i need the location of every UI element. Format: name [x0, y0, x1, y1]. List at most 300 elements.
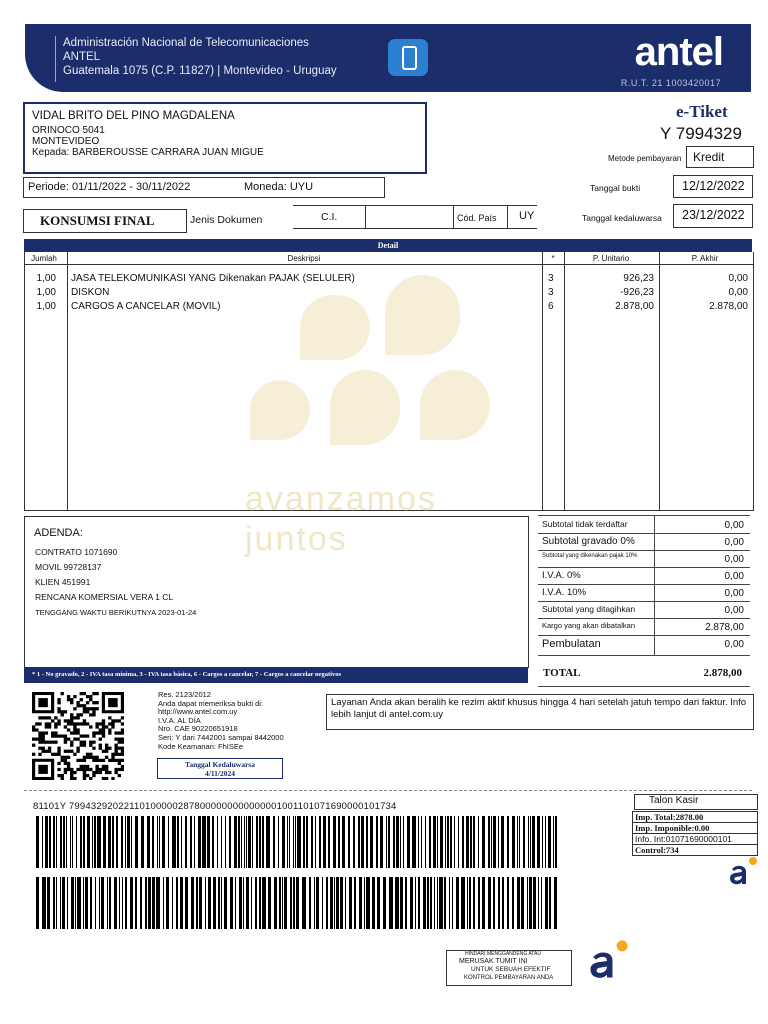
summary-divider — [654, 601, 655, 618]
barcode-bar — [309, 877, 311, 929]
summary-label: I.V.A. 0% — [542, 570, 581, 581]
summary-row — [538, 635, 750, 656]
qr-module — [95, 707, 98, 710]
barcode-bar — [388, 816, 390, 868]
barcode-bar — [498, 877, 500, 929]
qr-module — [83, 707, 86, 710]
qr-module — [102, 759, 105, 762]
watermark-line1: avanzamos — [245, 480, 437, 518]
qr-module — [108, 731, 111, 734]
detail-cell-unit: 926,23 — [623, 273, 654, 284]
qr-module — [121, 716, 124, 719]
qr-module — [121, 768, 124, 771]
header-banner — [25, 24, 751, 92]
qr-module — [76, 738, 79, 741]
barcode-bar — [130, 877, 133, 929]
qr-module — [38, 753, 41, 756]
qr-module — [64, 762, 67, 765]
qr-module — [83, 765, 86, 768]
barcode-bar — [311, 816, 313, 868]
barcode-bar — [122, 877, 123, 929]
barcode-bar — [225, 816, 226, 868]
qr-module — [38, 716, 41, 719]
barcode-bar — [501, 816, 504, 868]
barcode-bar — [302, 877, 306, 929]
barcode-bar — [80, 816, 82, 868]
barcode-bar — [316, 877, 319, 929]
addenda-line: CONTRATO 1071690 — [35, 547, 118, 557]
summary-label: Kargo yang akan dibatalkan — [542, 621, 635, 630]
qr-module — [114, 759, 117, 762]
barcode-bar — [407, 816, 410, 868]
barcode-bar — [473, 816, 475, 868]
qr-module — [89, 698, 92, 701]
barcode-bar — [114, 877, 117, 929]
qr-module — [45, 722, 48, 725]
qr-module — [121, 722, 124, 725]
qr-module — [92, 759, 95, 762]
qr-module — [86, 768, 89, 771]
summary-value: 0,00 — [724, 571, 744, 582]
barcode-bar — [527, 877, 528, 929]
qr-module — [108, 728, 111, 731]
qr-module — [76, 759, 79, 762]
qr-module — [80, 704, 83, 707]
barcode-bar — [549, 877, 551, 929]
barcode-bar — [430, 877, 432, 929]
qr-module — [76, 701, 79, 704]
barcode-bar — [412, 816, 416, 868]
qr-module — [51, 753, 54, 756]
barcode-bar — [345, 877, 346, 929]
qr-module — [111, 722, 114, 725]
qr-module — [83, 759, 86, 762]
barcode-bar — [340, 877, 343, 929]
barcode-bar — [541, 877, 542, 929]
qr-module — [73, 738, 76, 741]
qr-module — [32, 744, 35, 747]
barcode-bar — [190, 816, 192, 868]
barcode-bar — [439, 877, 443, 929]
barcode-bar — [207, 816, 210, 868]
barcode-bar — [437, 877, 438, 929]
qr-module — [86, 707, 89, 710]
barcode-bar — [135, 816, 138, 868]
barcode-bar — [400, 877, 403, 929]
ci-divider — [365, 206, 366, 228]
due-date-box — [673, 204, 753, 228]
qr-finder-core — [38, 698, 48, 707]
barcode-bar — [342, 816, 345, 868]
qr-module — [67, 765, 70, 768]
qr-module — [70, 768, 73, 771]
summary-row — [538, 601, 750, 619]
qr-due-date: 4/11/2024 — [204, 769, 235, 778]
qr-module — [111, 756, 114, 759]
qr-module — [92, 692, 95, 695]
barcode-bar — [507, 816, 509, 868]
qr-module — [73, 728, 76, 731]
stub-line: MERUSAK TUMIT INI — [459, 958, 528, 965]
qr-module — [45, 741, 48, 744]
qr-module — [70, 731, 73, 734]
qr-info-line: Nro. CAE 90220651918 — [158, 724, 238, 734]
qr-module — [99, 722, 102, 725]
qr-module — [76, 747, 79, 750]
qr-module — [38, 734, 41, 737]
qr-module — [73, 695, 76, 698]
barcode-bar — [445, 816, 446, 868]
qr-module — [64, 741, 67, 744]
qr-module — [51, 731, 54, 734]
qr-finder-core — [38, 765, 48, 774]
qr-module — [42, 750, 45, 753]
qr-module — [95, 692, 98, 695]
talon-title-box — [634, 794, 758, 810]
qr-module — [76, 768, 79, 771]
qr-module — [121, 731, 124, 734]
barcode-bar — [162, 816, 165, 868]
barcode-bar — [229, 816, 231, 868]
qr-module — [95, 701, 98, 704]
col-header-total: P. Akhir — [691, 254, 719, 263]
barcode-bar — [279, 877, 281, 929]
qr-module — [114, 731, 117, 734]
barcode-bar — [358, 816, 360, 868]
qr-module — [54, 741, 57, 744]
barcode-bar — [224, 877, 227, 929]
barcode-bar — [376, 816, 378, 868]
addenda-line: RENCANA KOMERSIAL VERA 1 CL — [35, 592, 174, 602]
period-box — [23, 177, 385, 198]
barcode-bar — [66, 816, 67, 868]
talon-box — [632, 811, 758, 856]
qr-module — [118, 753, 121, 756]
barcode-bar — [121, 816, 123, 868]
qr-module — [70, 741, 73, 744]
qr-module — [118, 768, 121, 771]
qr-module — [57, 768, 60, 771]
barcode-bar — [482, 877, 485, 929]
qr-module — [114, 771, 117, 774]
qr-module — [99, 744, 102, 747]
qr-module — [57, 734, 60, 737]
barcode-bar — [393, 816, 395, 868]
summary-row — [538, 567, 750, 585]
detail-cell-unit: -926,23 — [620, 287, 654, 298]
summary-divider — [654, 533, 655, 550]
qr-module — [121, 753, 124, 756]
antel-a-logo-icon — [585, 938, 629, 984]
qr-module — [32, 753, 35, 756]
currency-text: Moneda: UYU — [244, 181, 314, 193]
barcode-bar — [180, 877, 183, 929]
barcode-bar — [319, 816, 321, 868]
qr-module — [111, 777, 114, 780]
qr-module — [48, 747, 51, 750]
barcode-bar — [548, 816, 551, 868]
qr-module — [105, 777, 108, 780]
cod-value-divider — [507, 206, 508, 228]
qr-module — [118, 747, 121, 750]
barcode-bar — [36, 877, 39, 929]
qr-module — [57, 753, 60, 756]
barcode-bar — [478, 816, 479, 868]
barcode-bar — [364, 877, 365, 929]
qr-module — [42, 738, 45, 741]
barcode-bar — [482, 816, 485, 868]
qr-module — [61, 774, 64, 777]
barcode-bar — [470, 816, 472, 868]
barcode-bar — [282, 816, 285, 868]
barcode-bar — [517, 877, 520, 929]
barcode-bar — [212, 816, 214, 868]
qr-module — [73, 731, 76, 734]
qr-module — [102, 719, 105, 722]
qr-module — [95, 756, 98, 759]
barcode-bar — [493, 816, 496, 868]
barcode-bar — [47, 877, 50, 929]
qr-module — [42, 741, 45, 744]
barcode-bar — [90, 877, 92, 929]
qr-due-title: Tanggal Kedaluwarsa — [185, 760, 255, 769]
barcode-bar — [450, 816, 452, 868]
barcode-bar — [533, 877, 536, 929]
period-text: Periode: 01/11/2022 - 30/11/2022 — [28, 181, 191, 193]
barcode-bar — [386, 816, 387, 868]
qr-module — [89, 753, 92, 756]
qr-module — [42, 731, 45, 734]
qr-module — [57, 701, 60, 704]
qr-module — [99, 747, 102, 750]
barcode-bar — [56, 877, 57, 929]
qr-module — [80, 734, 83, 737]
detail-cell-total: 2.878,00 — [709, 301, 748, 312]
stub-small: HINDARI MENGGANDENG ATAU — [465, 951, 541, 957]
qr-module — [67, 698, 70, 701]
qr-module — [70, 722, 73, 725]
qr-info-line: I.V.A. AL DÍA — [158, 715, 201, 725]
barcode-bar — [36, 816, 39, 868]
qr-module — [70, 777, 73, 780]
customer-box — [23, 102, 427, 174]
barcode-bar — [467, 877, 468, 929]
barcode-bar — [366, 877, 370, 929]
header-address: Guatemala 1075 (C.P. 11827) | Montevideo - Uruguay — [63, 65, 337, 77]
barcode-bar — [297, 816, 301, 868]
barcode-bar — [429, 816, 431, 868]
col-divider-2 — [542, 252, 543, 510]
barcode-bar — [53, 816, 55, 868]
barcode-bar — [99, 877, 100, 929]
qr-info-line: Anda dapat memeriksa bukti di: — [158, 698, 264, 708]
barcode-bar — [145, 877, 147, 929]
qr-module — [114, 719, 117, 722]
col-header-unit: P. Unitario — [592, 254, 630, 263]
qr-module — [92, 707, 95, 710]
cod-pais-label: Cód. País — [457, 213, 497, 223]
qr-module — [73, 777, 76, 780]
barcode-bar — [322, 877, 323, 929]
barcode-bar — [181, 816, 182, 868]
qr-module — [118, 731, 121, 734]
qr-module — [67, 750, 70, 753]
qr-module — [45, 716, 48, 719]
cod-pais-value: UY — [519, 210, 535, 222]
barcode-bar — [532, 816, 535, 868]
qr-module — [92, 710, 95, 713]
summary-row — [538, 550, 750, 568]
qr-module — [102, 765, 105, 768]
barcode-bar — [354, 877, 356, 929]
summary-divider — [654, 550, 655, 567]
qr-module — [67, 728, 70, 731]
qr-module — [102, 768, 105, 771]
qr-module — [64, 771, 67, 774]
qr-module — [105, 768, 108, 771]
qr-module — [80, 698, 83, 701]
barcode-bar — [53, 877, 55, 929]
barcode-bar — [140, 877, 142, 929]
qr-module — [118, 741, 121, 744]
qr-module — [83, 692, 86, 695]
qr-module — [99, 731, 102, 734]
qr-module — [76, 716, 79, 719]
issue-date-box — [673, 175, 753, 198]
qr-module — [114, 747, 117, 750]
barcode-bar — [259, 877, 261, 929]
qr-module — [76, 722, 79, 725]
barcode-bar — [56, 816, 57, 868]
barcode-bar — [336, 877, 339, 929]
barcode-bar — [545, 877, 548, 929]
qr-module — [70, 744, 73, 747]
qr-module — [80, 744, 83, 747]
summary-divider — [654, 618, 655, 635]
summary-row — [538, 516, 750, 534]
qr-module — [92, 734, 95, 737]
qr-module — [67, 756, 70, 759]
qr-module — [76, 731, 79, 734]
qr-module — [105, 750, 108, 753]
qr-module — [64, 756, 67, 759]
antel-a-logo-icon — [726, 856, 758, 888]
barcode-bar — [125, 816, 126, 868]
qr-module — [54, 725, 57, 728]
qr-module — [38, 722, 41, 725]
qr-module — [118, 759, 121, 762]
barcode-bar — [454, 816, 455, 868]
summary-label: Pembulatan — [542, 638, 601, 650]
cod-divider — [453, 206, 454, 228]
qr-module — [92, 701, 95, 704]
qr-module — [102, 734, 105, 737]
doc-ids-strip — [293, 205, 537, 229]
qr-module — [89, 725, 92, 728]
qr-module — [102, 725, 105, 728]
barcode-bar — [156, 877, 160, 929]
barcode-bar — [519, 816, 520, 868]
barcode-number: 81101Y 799432920221101000002878000000000000001001101071690000101734 — [33, 801, 397, 812]
qr-module — [54, 753, 57, 756]
barcode-bar — [76, 816, 77, 868]
qr-module — [83, 744, 86, 747]
qr-module — [70, 716, 73, 719]
barcode-bar — [423, 877, 426, 929]
qr-module — [73, 722, 76, 725]
qr-due-box — [157, 758, 283, 779]
barcode-bar — [116, 816, 118, 868]
barcode-bar — [498, 816, 499, 868]
barcode-bar — [293, 816, 294, 868]
barcode-bar — [141, 816, 144, 868]
barcode-bar — [555, 816, 557, 868]
qr-module — [54, 722, 57, 725]
qr-module — [121, 741, 124, 744]
barcode-bar — [396, 816, 399, 868]
qr-module — [114, 750, 117, 753]
qr-module — [83, 704, 86, 707]
barcode-bar — [447, 816, 449, 868]
barcode-bar — [521, 877, 524, 929]
watermark-shape — [420, 370, 490, 440]
barcode-bar — [107, 877, 108, 929]
qr-module — [70, 713, 73, 716]
barcode-bar — [287, 816, 288, 868]
barcode-bar — [234, 816, 237, 868]
barcode-bar — [433, 816, 436, 868]
qr-module — [114, 753, 117, 756]
col-divider-1 — [67, 252, 68, 510]
barcode-bar — [92, 816, 93, 868]
total-label: TOTAL — [543, 667, 581, 679]
qr-module — [99, 768, 102, 771]
consumer-type: KONSUMSI FINAL — [40, 213, 155, 228]
talon-title: Talon Kasir — [649, 795, 699, 806]
qr-module — [38, 731, 41, 734]
qr-module — [48, 716, 51, 719]
barcode-bar — [241, 816, 242, 868]
due-date-label: Tanggal kedaluwarsa — [582, 213, 662, 223]
barcode-bar — [196, 877, 198, 929]
barcode-bar — [185, 816, 187, 868]
qr-module — [76, 713, 79, 716]
qr-module — [42, 747, 45, 750]
qr-module — [92, 771, 95, 774]
barcode-bar — [166, 877, 169, 929]
barcode-bar — [205, 877, 206, 929]
qr-module — [80, 765, 83, 768]
qr-module — [80, 713, 83, 716]
qr-module — [114, 768, 117, 771]
qr-module — [102, 731, 105, 734]
header-divider — [55, 36, 56, 82]
qr-module — [35, 722, 38, 725]
qr-module — [70, 698, 73, 701]
qr-module — [54, 716, 57, 719]
qr-module — [95, 765, 98, 768]
barcode-bar — [246, 816, 247, 868]
qr-module — [86, 756, 89, 759]
qr-module — [111, 753, 114, 756]
qr-module — [64, 725, 67, 728]
qr-module — [89, 741, 92, 744]
qr-module — [108, 716, 111, 719]
barcode-bar — [512, 816, 515, 868]
barcode-bar — [466, 816, 469, 868]
qr-module — [67, 768, 70, 771]
barcode-bar — [349, 877, 352, 929]
